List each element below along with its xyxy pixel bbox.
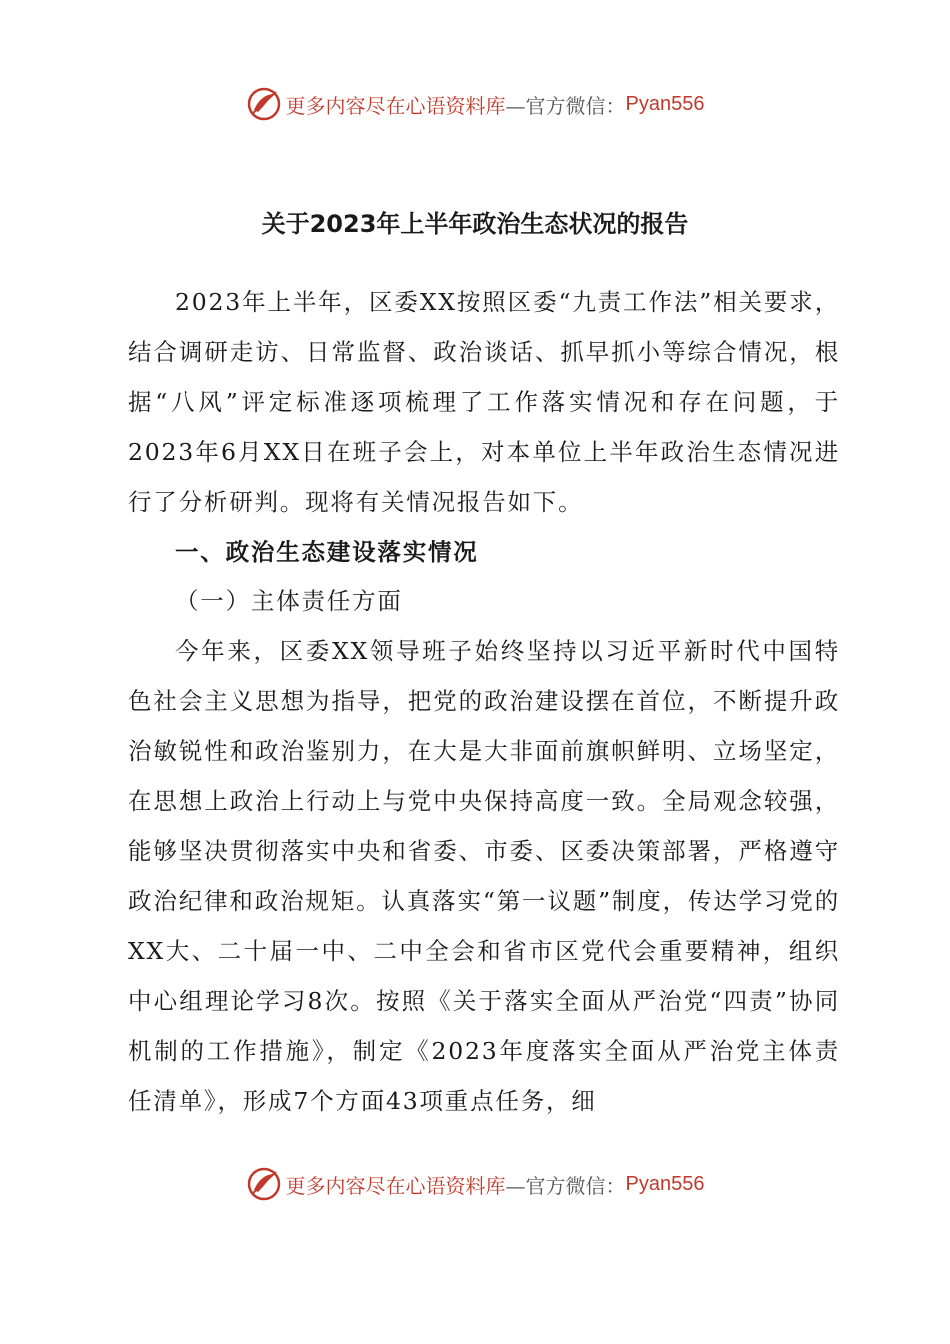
body-paragraph: 今年来，区委XX领导班子始终坚持以习近平新时代中国特色社会主义思想为指导，把党的政治建设摆在首位，不断提升政治敏锐性和政治鉴别力，在大是大非面前旗帜鲜明、立场坚定，在思想上政治上行动上与党中央保持高度一致。全局观念较强，能够坚决贯彻落实中央和省委、市委、区委决策部署，严格遵守政治纪律和政治规矩。认真落实“第一议题”制度，传达学习党的XX大、二十届一中、二中全会和省市区党代会重要精神，组织中心组理论学习8次。按照《关于落实全面从严治党“四责”协同机制的工作措施》，制定《2023年度落实全面从严治党主体责任清单》，形成7个方面43项重点任务，细 [128,637,840,1115]
watermark-sub-text: —官方微信： [505,1173,626,1198]
watermark-footer [0,1164,950,1204]
brand-logo-icon [246,86,282,122]
intro-paragraph: 2023年上半年，区委XX按照区委“九责工作法”相关要求，结合调研走访、日常监督、政治谈话、抓早抓小等综合情况，根据“八风”评定标准逐项梳理了工作落实情况和存在问题，于2023年6月XX日在班子会上，对本单位上半年政治生态情况进行了分析研判。现将有关情况报告如下。 [128,288,840,516]
watermark-main-text: 更多内容尽在心语资料库 [285,93,506,118]
document-title: 关于2023年上半年政治生态状况的报告 [261,210,689,238]
watermark-header [0,84,950,124]
watermark-wechat-id: Pyan556 [625,1172,705,1195]
watermark-sub-text: —官方微信： [505,93,626,118]
watermark-content [246,86,705,122]
document-body [128,278,840,1126]
section-heading: 一、政治生态建设落实情况 [175,537,479,566]
watermark-content [246,1166,705,1202]
watermark-wechat-id: Pyan556 [625,92,705,115]
watermark-main-text: 更多内容尽在心语资料库 [285,1173,506,1198]
subsection-heading: （一）主体责任方面 [175,587,403,616]
brand-logo-icon [246,1166,282,1202]
